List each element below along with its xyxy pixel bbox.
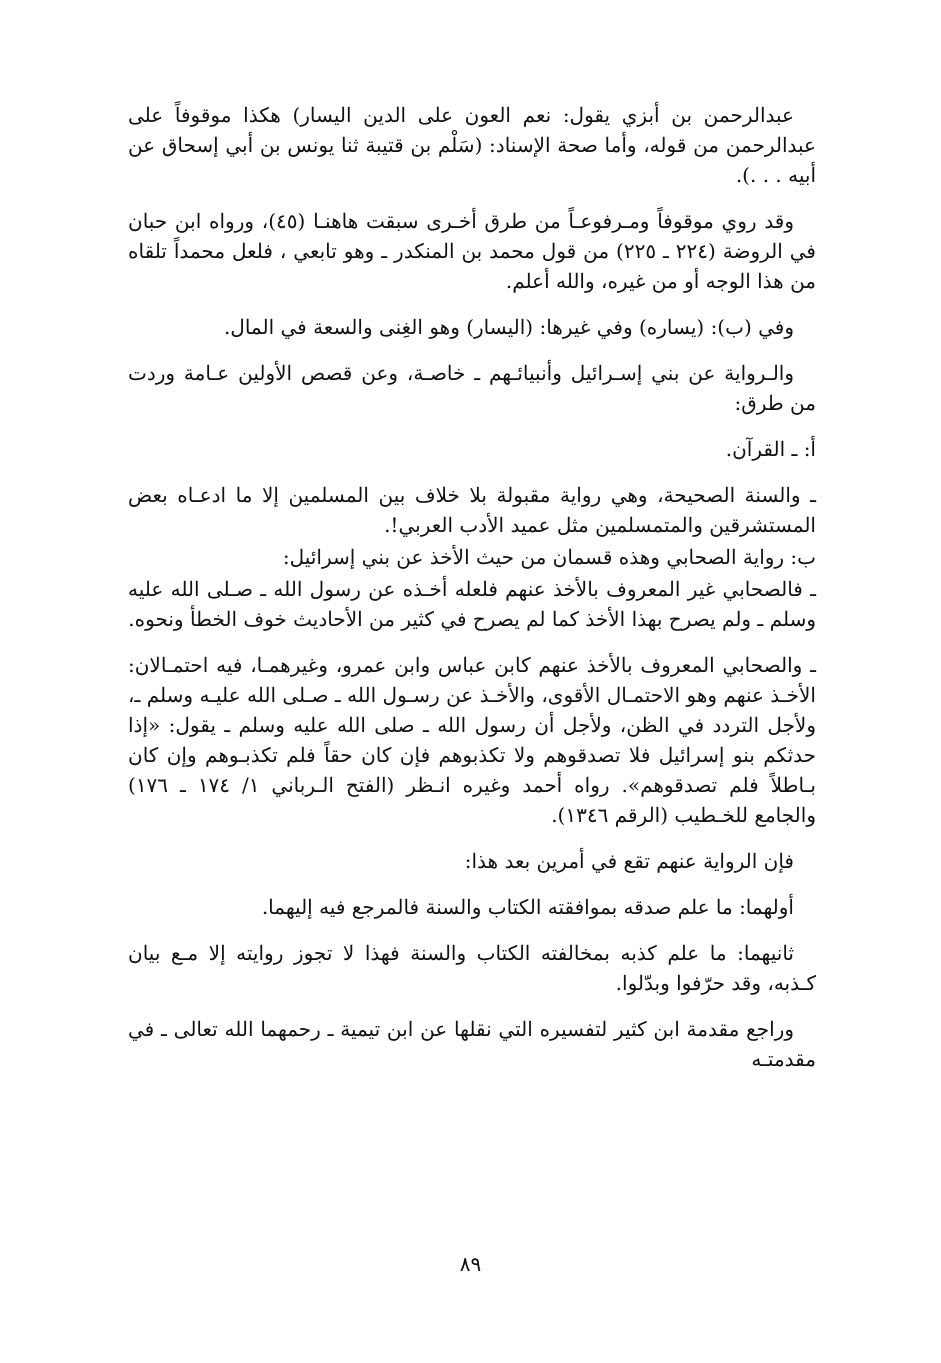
paragraph-mawquf: وقد روي موقوفاً ومـرفوعـاً من طرق أخـرى سبقت هاهنـا (٤٥)، ورواه ابن حبان في الروضة (٢٢٤ ـ ٢٢٥) من قول محمد بن المنكدر ـ وهو تابعي ، فلعل محمداً تلقاه من هذا الوجه أو من غيره، والله أعلم.: [128, 209, 816, 293]
list-item-sahabi-known: ـ والصحابي المعروف بالأخذ عنهم كابن عباس وابن عمرو، وغيرهمـا، فيه احتمـالان: الأخـذ عنهم وهو الاحتمـال الأقوى، والأخـذ عن رسـول الله ـ صـلى الله عليـه وسلم ـ، ولأجل التردد في الظن، ولأجل أن رسول الله ـ صلى الله عليه وسلم ـ يقول: «إذا حدثكم بنو إسرائيل فلا تصدقوهم ولا تكذبوهم فإن كان حقاً فلم تكذبـوهم وإن كان بـاطلاً فلم تصدقوهم». رواه أحمد وغيره انـظر (الفتح الـرباني ١/ ١٧٤ ـ ١٧٦) والجامع للخـطيب (الرقم ١٣٤٦).: [128, 653, 816, 827]
paragraph-second-matter: ثانيهما: ما علم كذبه بمخالفته الكتاب والسنة فهذا لا تجوز روايته إلا مـع بيان كـذبه، وقد حرّفوا وبدّلوا.: [128, 941, 816, 995]
paragraph-two-matters: فإن الرواية عنهم تقع في أمرين بعد هذا:: [464, 849, 794, 873]
main-text-column: [128, 100, 816, 1090]
list-item-sahabi: ب: رواية الصحابي وهذه قسمان من حيث الأخذ عن بني إسرائيل:: [282, 545, 816, 569]
list-item-sahabi-unknown: ـ فالصحابي غير المعروف بالأخذ عنهم فلعله أخـذه عن رسول الله ـ صـلى الله عليه وسلم ـ ولم يصرح بهذا الأخذ كما لم يصرح في كثير من الأحاديث خوف الخطأ ونحوه.: [128, 577, 816, 631]
paragraph-isnad: عبدالرحمن بن أبزي يقول: نعم العون على الدين اليسار) هكذا موقوفاً على عبدالرحمن من قوله، وأما صحة الإسناد: (سَلْم بن قتيبة ثنا يونس بن أبي إسحاق عن أبيه . . .).: [128, 103, 816, 187]
page-number: ٨٩: [459, 1252, 482, 1276]
paragraph-ibn-kathir: وراجع مقدمة ابن كثير لتفسيره التي نقلها عن ابن تيمية ـ رحمهما الله تعالى ـ في مقدمتـه: [128, 1017, 816, 1071]
list-item-quran: أ: ـ القرآن.: [725, 437, 816, 461]
paragraph-variant-b: وفي (ب): (يساره) وفي غيرها: (اليسار) وهو الغِنى والسعة في المال.: [223, 315, 794, 339]
paragraph-israiliyyat: والـرواية عن بني إسـرائيل وأنبيائـهم ـ خاصـة، وعن قصص الأولين عـامة وردت من طرق:: [128, 361, 816, 415]
paragraph-first-matter: أولهما: ما علم صدقه بموافقته الكتاب والسنة فالمرجع فيه إليهما.: [261, 895, 794, 919]
list-item-sunnah: ـ والسنة الصحيحة، وهي رواية مقبولة بلا خلاف بين المسلمين إلا ما ادعـاه بعض المستشرقين والمتمسلمين مثل عميد الأدب العربي!.: [128, 483, 816, 537]
